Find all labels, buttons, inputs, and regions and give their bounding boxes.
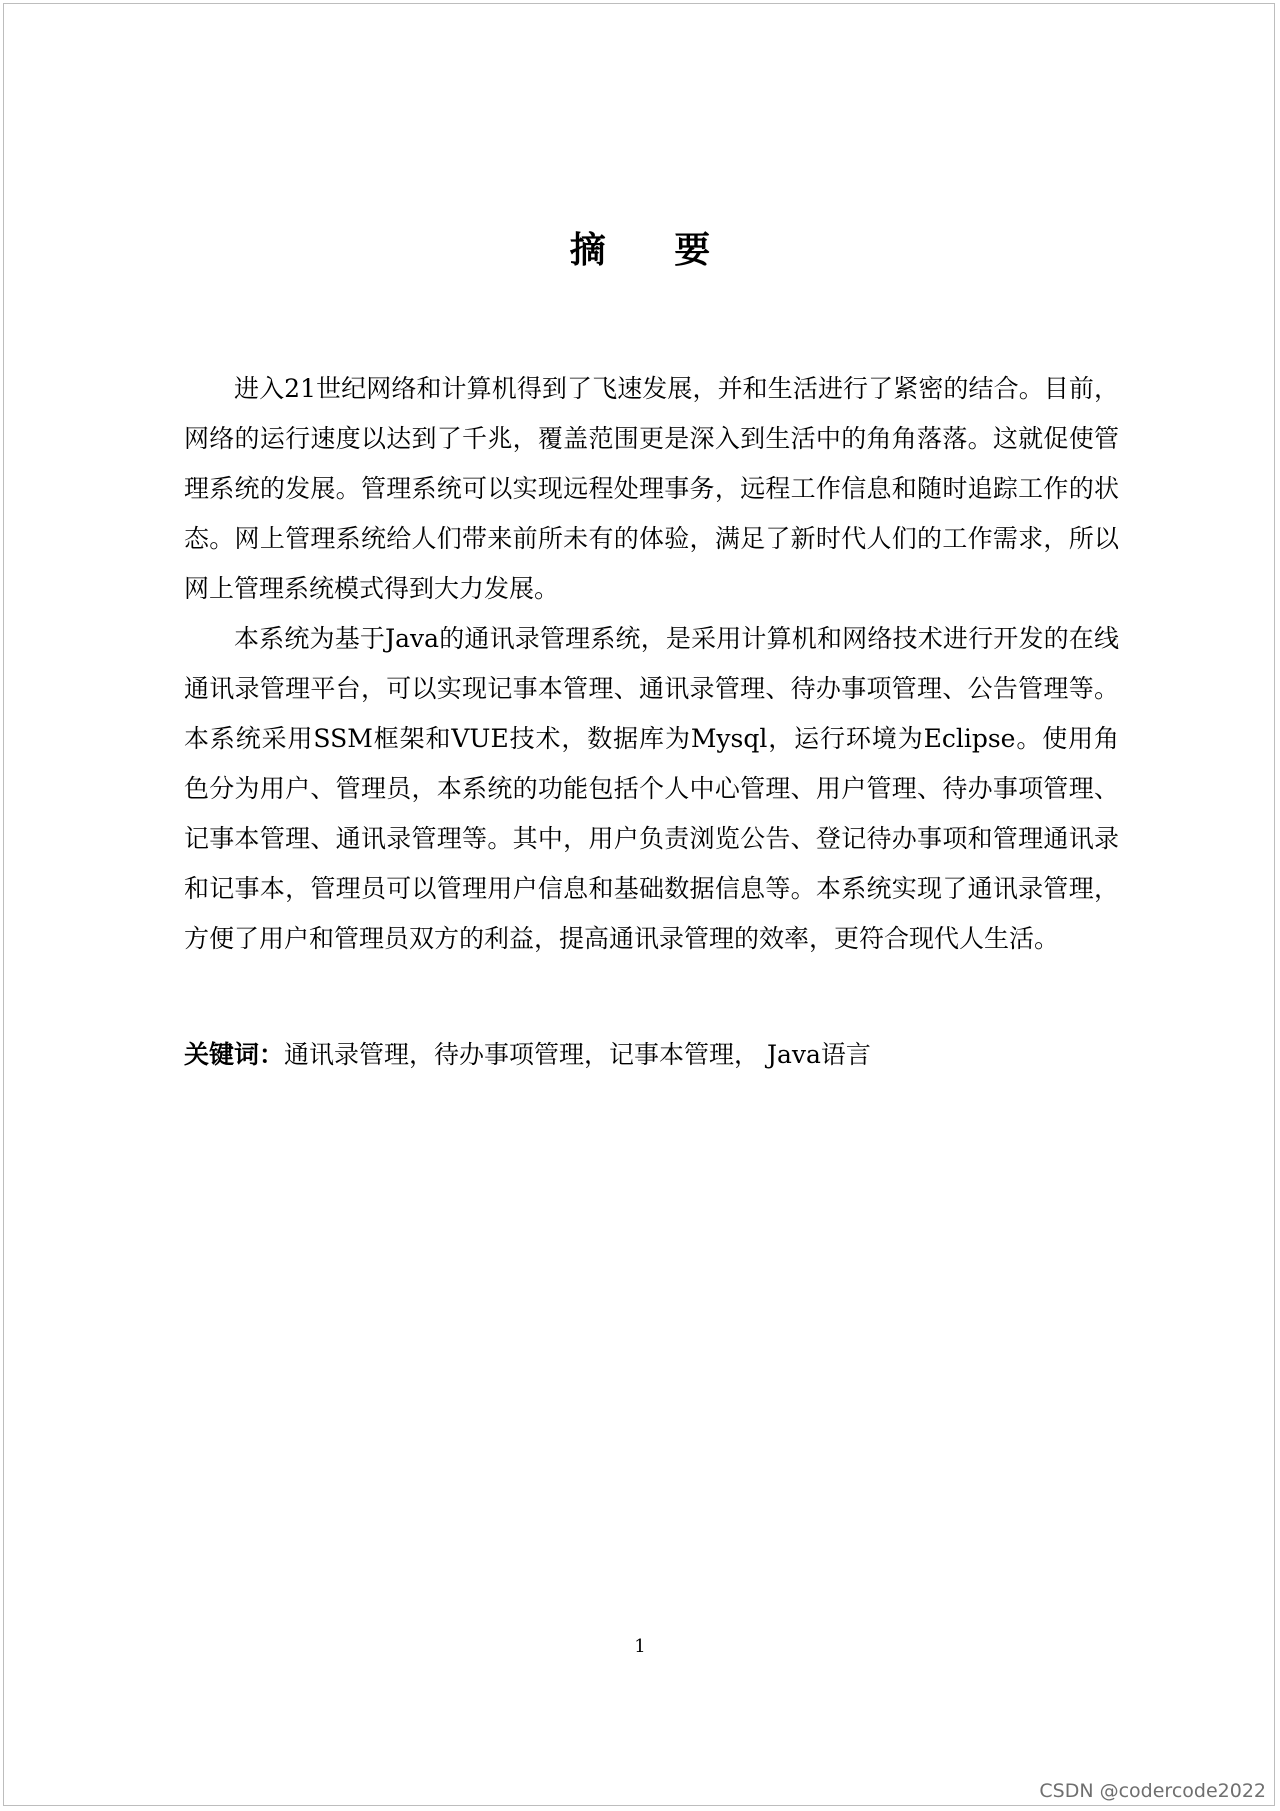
abstract-body: [184, 364, 1119, 964]
page-number: 1: [634, 1636, 646, 1657]
abstract-title: 摘 要: [569, 229, 739, 271]
keywords-line: [184, 1035, 1119, 1075]
csdn-watermark: CSDN @codercode2022: [1039, 1780, 1266, 1802]
abstract-paragraph-1: 进入21世纪网络和计算机得到了飞速发展，并和生活进行了紧密的结合。目前，网络的运行速度以达到了千兆，覆盖范围更是深入到生活中的角角落落。这就促使管理系统的发展。管理系统可以实现远程处理事务，远程工作信息和随时追踪工作的状态。网上管理系统给人们带来前所未有的体验，满足了新时代人们的工作需求，所以网上管理系统模式得到大力发展。: [184, 374, 1119, 603]
abstract-paragraph-2: 本系统为基于Java的通讯录管理系统，是采用计算机和网络技术进行开发的在线通讯录管理平台，可以实现记事本管理、通讯录管理、待办事项管理、公告管理等。本系统采用SSM框架和VUE技术，数据库为Mysql，运行环境为Eclipse。使用角色分为用户、管理员，本系统的功能包括个人中心管理、用户管理、待办事项管理、记事本管理、通讯录管理等。其中，用户负责浏览公告、登记待办事项和管理通讯录和记事本，管理员可以管理用户信息和基础数据信息等。本系统实现了通讯录管理，方便了用户和管理员双方的利益，提高通讯录管理的效率，更符合现代人生活。: [184, 624, 1119, 953]
keywords-text: 通讯录管理，待办事项管理，记事本管理， Java语言: [284, 1040, 871, 1069]
keywords-label: 关键词：: [184, 1040, 285, 1069]
